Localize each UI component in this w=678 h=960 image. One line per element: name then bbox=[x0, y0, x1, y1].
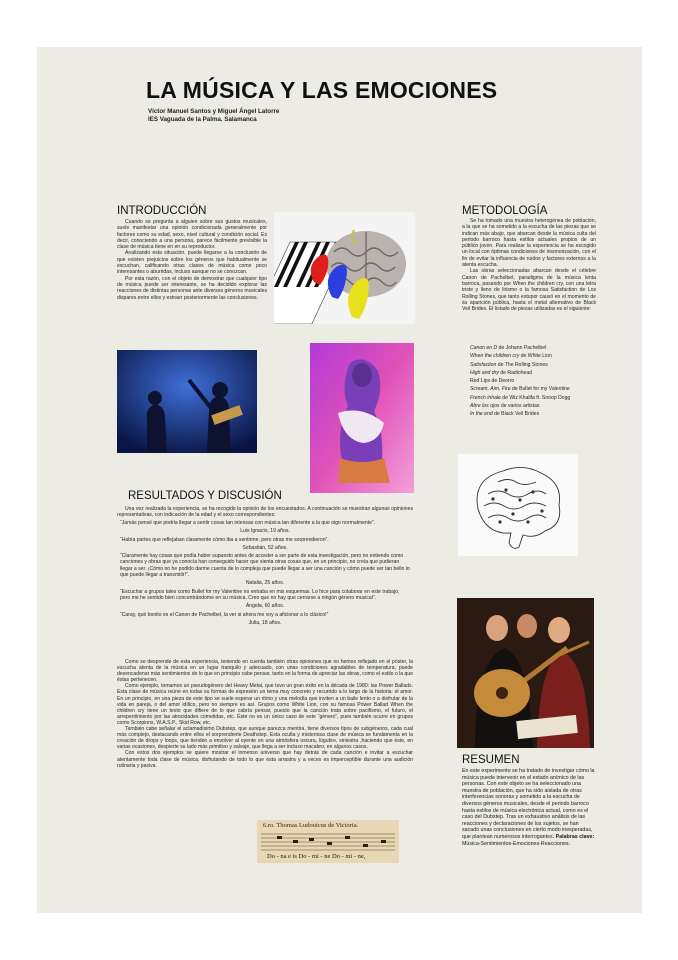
pieces-list bbox=[462, 344, 596, 419]
discussion-text bbox=[117, 659, 413, 769]
notes-brain-image bbox=[458, 454, 578, 556]
notes-brain-illustration bbox=[458, 454, 578, 556]
quote-text: “Claramente hay cosas que podía haber supuesto antes de acceder a ser parte de esta investigación, pero no entiendo como canciones y obras que ya conocía han conseguido hacer que sienta otras cosas que, en un principio, no creía que pudieran llegar a ser. ¡Cómo no he podido darme cuenta de lo compleja que puede llegar a ser una canción y cómo puede ser tan bello lo que puede llegar a transmitir!”. bbox=[120, 553, 410, 579]
keywords: Música-Sentimientos-Emociones-Reacciones. bbox=[462, 840, 571, 847]
brain-music-image bbox=[274, 212, 415, 324]
list-item: When the children cry de White Lion bbox=[470, 353, 552, 360]
list-item: French inhale de Wiz Khalifa ft. Snoop Dogg bbox=[470, 394, 571, 401]
concert-photo-illustration bbox=[117, 350, 257, 453]
resultados-heading: RESULTADOS Y DISCUSIÓN bbox=[128, 490, 282, 502]
discussion-paragraph: Como ejemplo, tomamos un pseudogénero del Heavy Metal, que tuvo un gran éxito en la década de 1980: las Power Ballads. Esta clase de música reúne en todas su formas de expresión un tema muy concreto y recurrido a lo largo de la historia: el amor. En un principio, en una pieza de este tipo se suele esperar un ritmo y una melodía que inviten a un baile lento o a disfrutar de la vida en pareja, o del amor idílico, pero no siempre es así. Grupos como White Lion, con su famosa Power Ballad When the children cry tiene un texto que difiere de lo que cabría pensar, puesto que la canción trata sobre pacifismo, el futuro, el arrepentimiento por las atrocidades cometidas, etc. Éste no es un único caso de este “género”, pues también ocurre en grupos como Scorpions, W.A.S.P., Skid Row, etc. bbox=[117, 683, 413, 726]
list-item: Scream, Aim, Fire de Bullet for my Valentine bbox=[470, 386, 570, 393]
quote-author: Sebastián, 52 años. bbox=[242, 544, 288, 551]
painting-woman-image bbox=[310, 343, 414, 493]
intro-paragraph: Cuando se pregunta a alguien sobre sus gustos musicales, suele manifestar una opinión condicionada generalmente por factores como su edad, sexo, nivel cultural y condición social. Es decir, conociendo a una persona, parece fácilmente previsible la clase de música tiene en en su reproductor. bbox=[117, 219, 267, 251]
musicians-painting-image bbox=[457, 598, 594, 748]
author-names: Víctor Manuel Santos y Miguel Ángel Latorre bbox=[148, 108, 280, 115]
list-item: In the end de Black Veil Brides bbox=[470, 411, 540, 418]
discussion-paragraph: También cabe señalar el aclamadísimo Dubstep, que aunque parezca mentira, tiene diversos tipos de subgéneros, cada cual más complejo, destacando entre ellos el sorprendente Deathstep. Esta oculta y misteriosa clase de música se fundamenta en la creación de drops y loops, que tienden a envolver al oyente en una atmósfera oscura, lúgubre, siniestra ,haciendo que éste, en varias ocasiones, despierte su lado más primitivo y salvaje, que llega a ser incluso macabro, en algunos casos. bbox=[117, 726, 413, 751]
metodologia-text bbox=[462, 218, 596, 312]
score-image bbox=[257, 820, 399, 863]
authors bbox=[148, 108, 279, 123]
intro-heading: INTRODUCCIÓN bbox=[117, 205, 207, 217]
score-caption: 6.ro. Thomas Ludouicus de Victoria. bbox=[263, 822, 359, 829]
brain-music-illustration bbox=[274, 212, 415, 324]
intro-paragraph: Por esta razón, con el objeto de demostrar que cualquier tipo de música puede ser interesante, se ha decidido explorar las reacciones de distintas personas ante diversos géneros musicales dispares entre ellos y extraer posteriormente las conclusiones. bbox=[117, 275, 267, 301]
metodologia-paragraph: Las obras seleccionadas abarcan desde el célebre Canon de Pachelbel, paradigma de la música lenta barroca, pasando por When the children cry, con una letra triste y lleno de lirismo o la famosa Satisfaction de Los Rolling Stones, que tanto estupor causó en el momento de su aparición pública, hasta el metal alternativo de Black Veil Brides. El listado de piezas utilizadas es el siguiente: bbox=[462, 268, 596, 313]
quote-text: “Caray, qué bonito es el Canon de Pachelbel, la ver si ahora me voy a aficionar a lo clásico!” bbox=[120, 611, 329, 618]
quotes-block bbox=[120, 520, 410, 628]
keywords-label: Palabras clave: bbox=[555, 833, 595, 840]
metodologia-paragraph: Se ha tomado una muestra heterogénea de población, a la que se ha sometido a la escucha de las piezas que se indican más abajo, que abarcan desde la música culta del periodo barroco hasta estilos actuales propios de un público joven. Para realizar la experiencia se ha escogido un local con óptimas condiciones de insonorización, con el fin de evitar la influencia de ruidos y factores externos a la atenta escucha. bbox=[462, 218, 596, 269]
metodologia-heading: METODOLOGÍA bbox=[462, 205, 548, 217]
intro-text bbox=[117, 219, 267, 301]
quote-text: “Jamás pensé que podría llegar a sentir cosas tan intensas con música tan diferente a la que oigo normalmente”. bbox=[120, 520, 376, 526]
quote-author: Ángela, 60 años. bbox=[245, 603, 285, 610]
school-name: IES Vaguada de la Palma. Salamanca bbox=[148, 115, 257, 123]
discussion-paragraph: Como se desprende de esta experiencia, teniendo en cuenta también otras opiniones que no hemos reflejado en el póster, la escucha atenta de la música en un lugar tranquilo y adecuado, con unas condiciones agradables de temperatura, puede desencadenar más sentimientos de lo que en principio cabe pensar, tanto en la forma de apreciar las obras, como el estilo o la que éstas pertenecen. bbox=[117, 659, 413, 684]
list-item: Canon en D de Johann Pachelbel bbox=[470, 345, 547, 351]
quote-author: Luis Ignacio, 19 años. bbox=[240, 528, 290, 535]
quote-text: “Escuchar a grupos tales como Bullet for my Valentine no entraba en mis esquemas. Lo hice para colaborar en este trabajo, pero me he sentido bien concentrándome en su música. Creo que no hay que cerrarse a ningún género musical”. bbox=[120, 588, 400, 601]
musicians-painting-illustration bbox=[457, 598, 594, 748]
quote-author: Julia, 18 años. bbox=[248, 619, 282, 626]
list-item: Satisfaction de The Rolling Stones bbox=[470, 361, 548, 368]
list-item: Abre los ojos de varios artistas bbox=[470, 403, 540, 410]
quote-author: Natalia, 25 años. bbox=[245, 580, 285, 587]
resumen-text: En este experimento se ha tratado de investigar cómo la música puede intervenir en el estado anímico de las personas. Con este objeto se ha seleccionado una muestra de población, que ha sido aislada de otras interferencias sonoras y sometido a la escucha de diversos géneros musicales, desde el periodo barroco hasta estilos de música electrónica actual, como es el caso del Dubstep. Tras un exhaustivo análisis de las reacciones y declaraciones de los sujetos, se han sacado unas conclusiones en cierto modo inesperadas, que plantean numerosos interrogantes. Palabras clave: Música-Sentimientos-Emociones-Reacciones. bbox=[462, 768, 595, 847]
score-lyrics: Do - na e is Do - mi - ne Do - mi - ne, bbox=[267, 853, 366, 860]
discussion-paragraph: Con estos dos ejemplos se quiere mostrar el inmenso universo que hay detrás de cada canción e invitar a escuchar atentamente toda clase de música, disfrutando de todo lo que ésta arrastra y a veces es imperceptible durante una audición rutinaria y pasiva. bbox=[117, 750, 413, 769]
list-item: Red Lips de Deorro bbox=[470, 378, 515, 385]
intro-paragraph: Analizando esta situación, puede llegarse a la conclusión de que existen prejuicios sobre los géneros que habitualmente se escuchan, calificando otras clases de música como poco interesantes o aburridas, incluso aunque no se conozcan. bbox=[117, 250, 267, 276]
resultados-intro: Una vez realizada la experiencia, se ha recogido la opinión de los encuestados. A continuación se muestran algunas opiniones representativas, con indicación de la edad y el sexo correspondientes: bbox=[117, 506, 413, 519]
painting-illustration bbox=[310, 343, 414, 493]
list-item: High and dry de Radiohead bbox=[470, 369, 533, 376]
quote-text: “Había partes que reflejaban claramente cómo iba a sentirme, pero otras me sorprendieron”. bbox=[120, 536, 329, 543]
resumen-heading: RESUMEN bbox=[462, 754, 520, 766]
concert-photo bbox=[117, 350, 257, 453]
poster-title: LA MÚSICA Y LAS EMOCIONES bbox=[146, 77, 498, 103]
